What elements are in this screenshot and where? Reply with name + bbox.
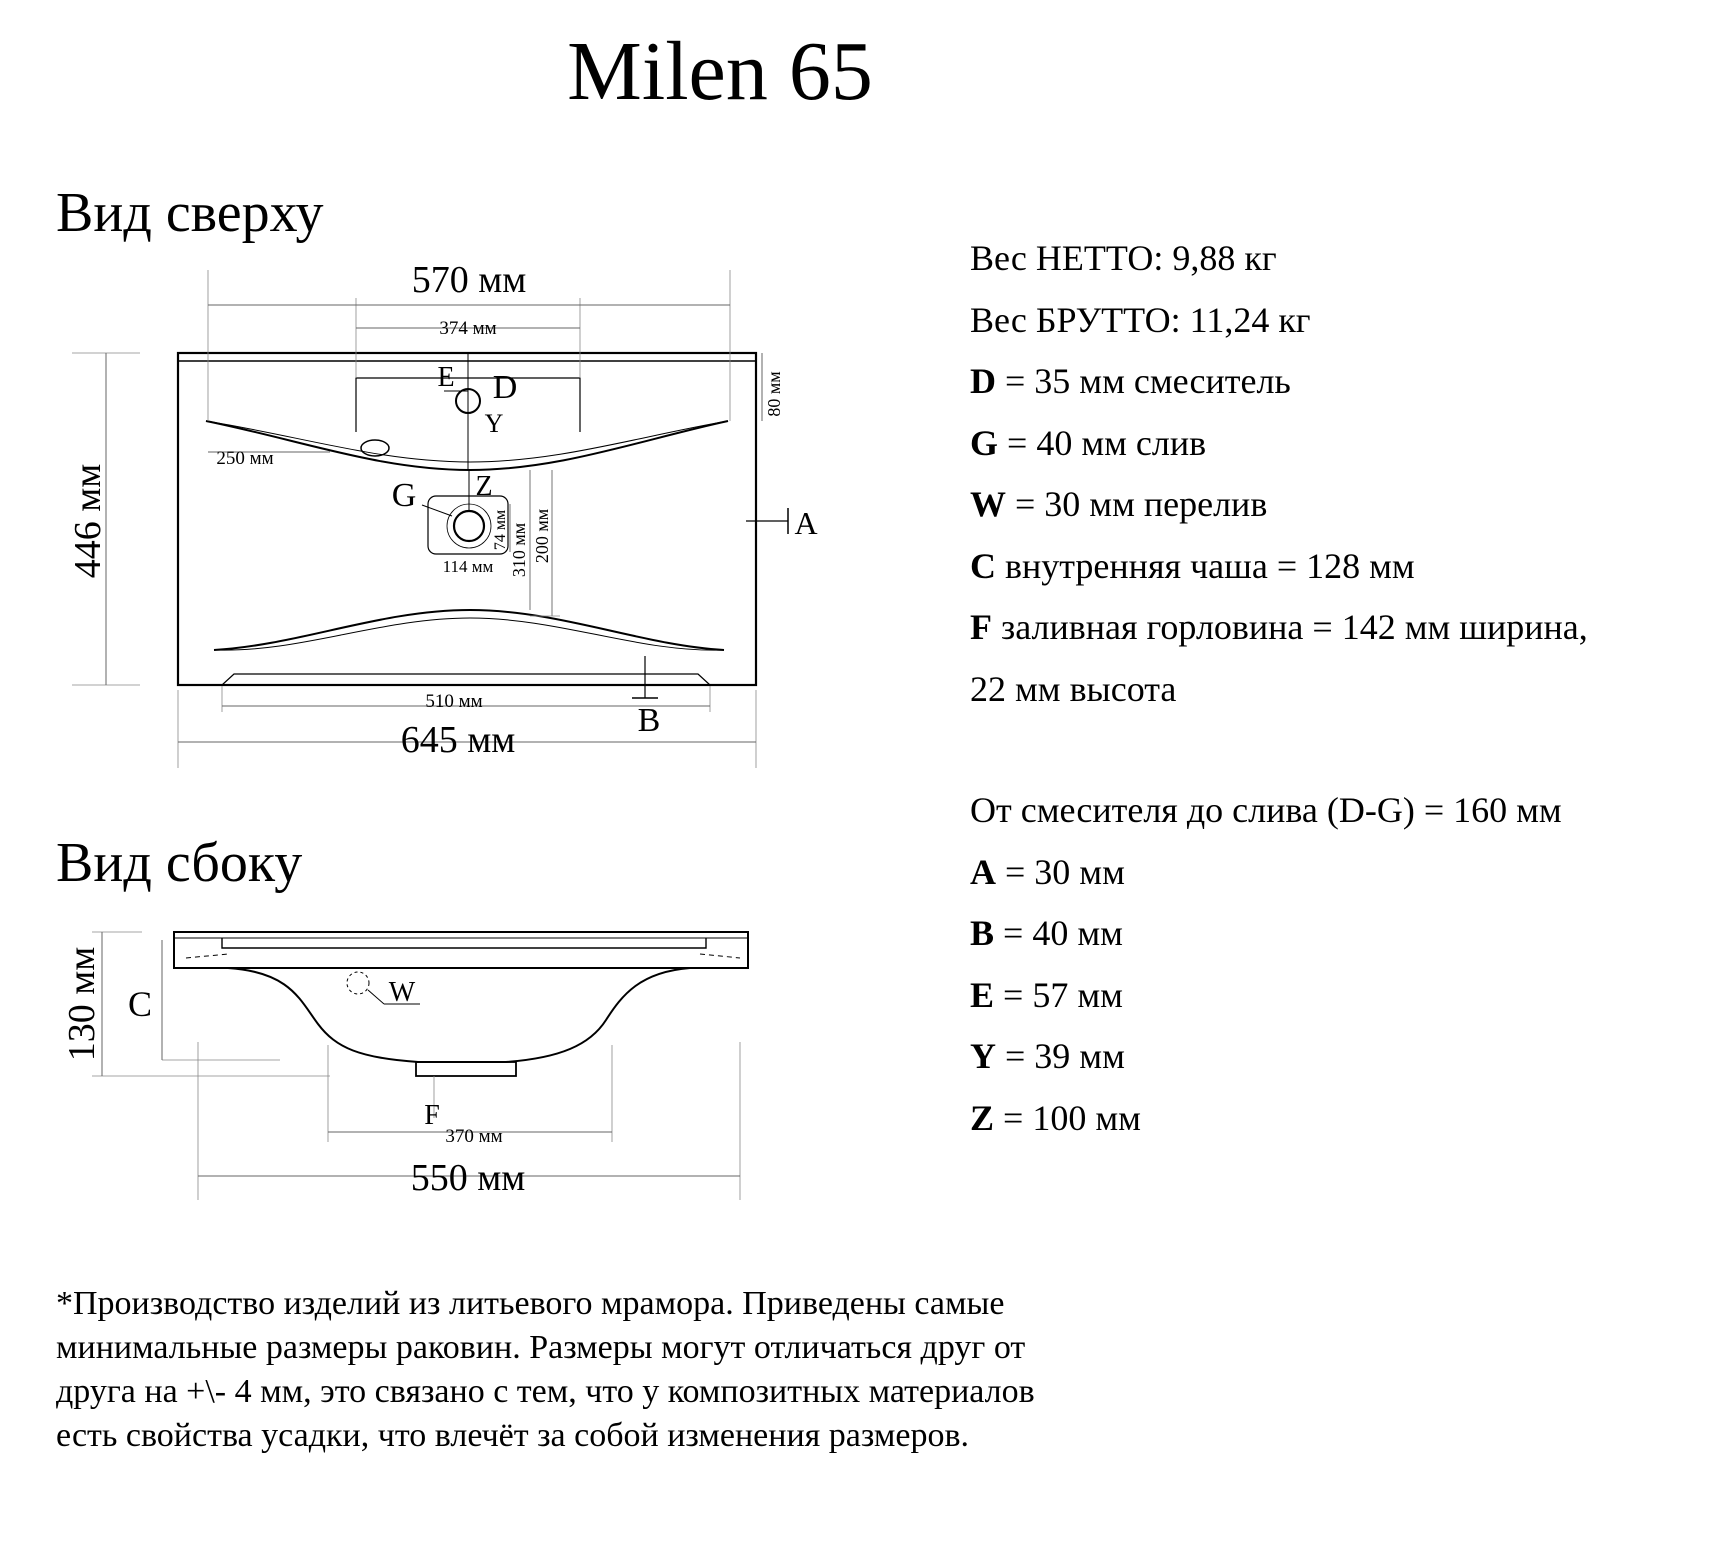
dim-570-label: 570 мм (411, 259, 527, 301)
dim-130-label: 130 мм (61, 946, 103, 1062)
spec-text: = 40 мм (994, 913, 1123, 953)
specs-list (970, 228, 1690, 720)
spec-text: = 30 мм перелив (1006, 484, 1268, 524)
label-a: A (794, 505, 818, 541)
spec-key: G (970, 422, 999, 463)
label-d: D (492, 369, 518, 406)
spec-row (970, 290, 1690, 352)
slab-outline (174, 932, 748, 968)
front-lip (222, 674, 710, 685)
dim-80-label: 80 мм (764, 371, 784, 417)
label-c: C (127, 984, 153, 1024)
top-view-title: Вид сверху (56, 182, 324, 244)
dim-114-label: 114 мм (442, 557, 494, 576)
dim-510-label: 510 мм (425, 691, 483, 712)
spec-row (970, 597, 1690, 659)
spec-key: W (970, 484, 1006, 524)
spec-row (970, 842, 1690, 904)
label-y: Y (484, 409, 504, 438)
spec-key: D (970, 361, 996, 401)
spec-row (970, 1026, 1690, 1088)
dim-446-label: 446 мм (67, 463, 109, 579)
specs-list-2 (970, 780, 1690, 1149)
basin-outline (178, 353, 756, 685)
spec-text: = 39 мм (996, 1036, 1125, 1076)
label-z: Z (475, 471, 493, 502)
dim-200-label: 200 мм (532, 508, 552, 564)
spec-text: Вес БРУТТО: 11,24 кг (970, 299, 1311, 340)
spec-text: внутренняя чаша = 128 мм (996, 545, 1415, 586)
spec-text: = 57 мм (994, 974, 1123, 1015)
spec-text: = 35 мм смеситель (996, 361, 1291, 401)
spec-row (970, 536, 1690, 598)
spec-key: B (970, 913, 995, 953)
spec-key: Y (970, 1036, 996, 1076)
label-w: W (388, 977, 416, 1008)
spec-row (970, 1088, 1690, 1150)
drain-hole (454, 511, 484, 541)
dim-370-label: 370 мм (445, 1126, 503, 1147)
label-g: G (391, 477, 417, 514)
spec-text: = 40 мм слив (998, 422, 1207, 463)
side-view-title: Вид сбоку (56, 832, 303, 894)
spec-key: F (970, 607, 992, 647)
spec-row (970, 474, 1690, 536)
bowl-upper-curve (206, 421, 728, 470)
spec-text: От смесителя до слива (D-G) = 160 мм (970, 790, 1562, 830)
spec-row (970, 903, 1690, 965)
spec-row (970, 413, 1690, 475)
label-e: E (437, 362, 455, 393)
bowl-lower-curve-inner (214, 618, 724, 650)
spec-text: Вес НЕТТО: 9,88 кг (970, 238, 1277, 278)
spec-text: = 30 мм (996, 851, 1125, 892)
dim-550-label: 550 мм (410, 1157, 526, 1199)
spec-text: = 100 мм (994, 1097, 1141, 1138)
spec-row (970, 659, 1690, 721)
bowl-upper-curve-inner (206, 421, 728, 462)
spec-key: C (970, 545, 996, 586)
overflow-channel (222, 938, 706, 948)
label-f: F (424, 1100, 440, 1131)
bowl-inner-dashed (186, 954, 740, 958)
spec-row (970, 965, 1690, 1027)
dim-374-label: 374 мм (439, 318, 497, 339)
spec-text: 22 мм высота (970, 668, 1177, 709)
side-view-labels (61, 947, 525, 1199)
drain-neck (416, 1062, 516, 1076)
dim-250-label: 250 мм (216, 448, 274, 469)
page-title: Milen 65 (567, 25, 873, 118)
spec-key: Z (970, 1097, 995, 1138)
spec-key: E (970, 974, 995, 1015)
spec-row (970, 228, 1690, 290)
footnote: *Производство изделий из литьевого мрамора. Приведены самые минимальные размеры раковин. Размеры могут отличаться друг от друга на +\- 4 мм, это связано с тем, что у композитных материалов есть свойства усадки, что влечёт за собой изменения размеров. (56, 1285, 1035, 1454)
overflow-circle (347, 972, 369, 994)
dim-645-label: 645 мм (400, 719, 516, 761)
dim-310-label: 310 мм (509, 522, 529, 578)
spec-text: заливная горловина = 142 мм ширина, (992, 607, 1588, 647)
label-b: B (637, 702, 661, 739)
dim-74-label: 74 мм (492, 509, 509, 551)
spec-key: A (970, 851, 996, 892)
spec-row (970, 780, 1690, 842)
spec-row (970, 351, 1690, 413)
bowl-profile (228, 968, 690, 1062)
